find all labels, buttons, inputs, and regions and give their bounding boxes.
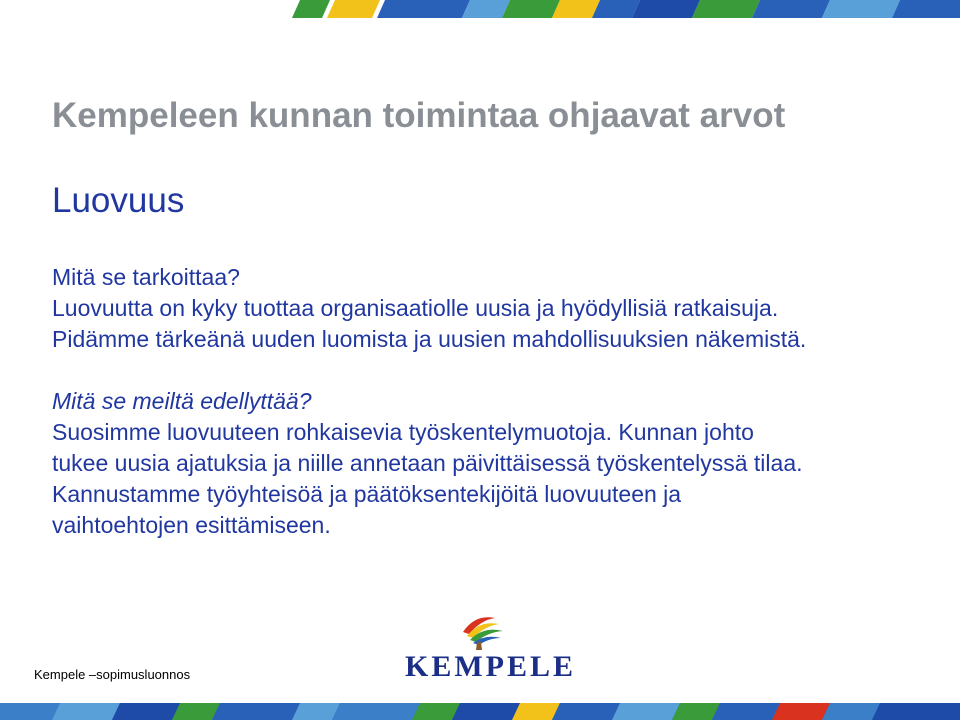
paragraph-gap (52, 355, 942, 386)
answer2-line-1: Suosimme luovuuteen rohkaisevia työskentelymuotoja. Kunnan johto (52, 419, 754, 445)
question-what-it-requires: Mitä se meiltä edellyttää? (52, 388, 312, 414)
slide-body (52, 262, 942, 541)
slide-subtitle: Luovuus (52, 181, 185, 220)
logo-wordmark: KEMPELE (405, 650, 577, 683)
answer2-line-3: Kannustamme työyhteisöä ja päätöksentekijöitä luovuuteen ja (52, 481, 682, 507)
kempele-logo (405, 612, 577, 688)
footer-text: Kempele –sopimusluonnos (34, 667, 191, 682)
answer-line-1: Luovuutta on kyky tuottaa organisaatiolle uusia ja hyödyllisiä ratkaisuja. (52, 295, 779, 321)
slide-title: Kempeleen kunnan toimintaa ohjaavat arvot (52, 96, 786, 135)
bottom-decorative-stripe (0, 703, 960, 720)
question-what-it-means: Mitä se tarkoittaa? (52, 264, 240, 290)
tree-logo-icon (455, 612, 505, 650)
top-decorative-stripe (0, 0, 960, 18)
answer2-line-4: vaihtoehtojen esittämiseen. (52, 512, 331, 538)
answer2-line-2: tukee uusia ajatuksia ja niille annetaan päivittäisessä työskentelyssä tilaa. (52, 450, 803, 476)
answer-line-2: Pidämme tärkeänä uuden luomista ja uusien mahdollisuuksien näkemistä. (52, 326, 807, 352)
